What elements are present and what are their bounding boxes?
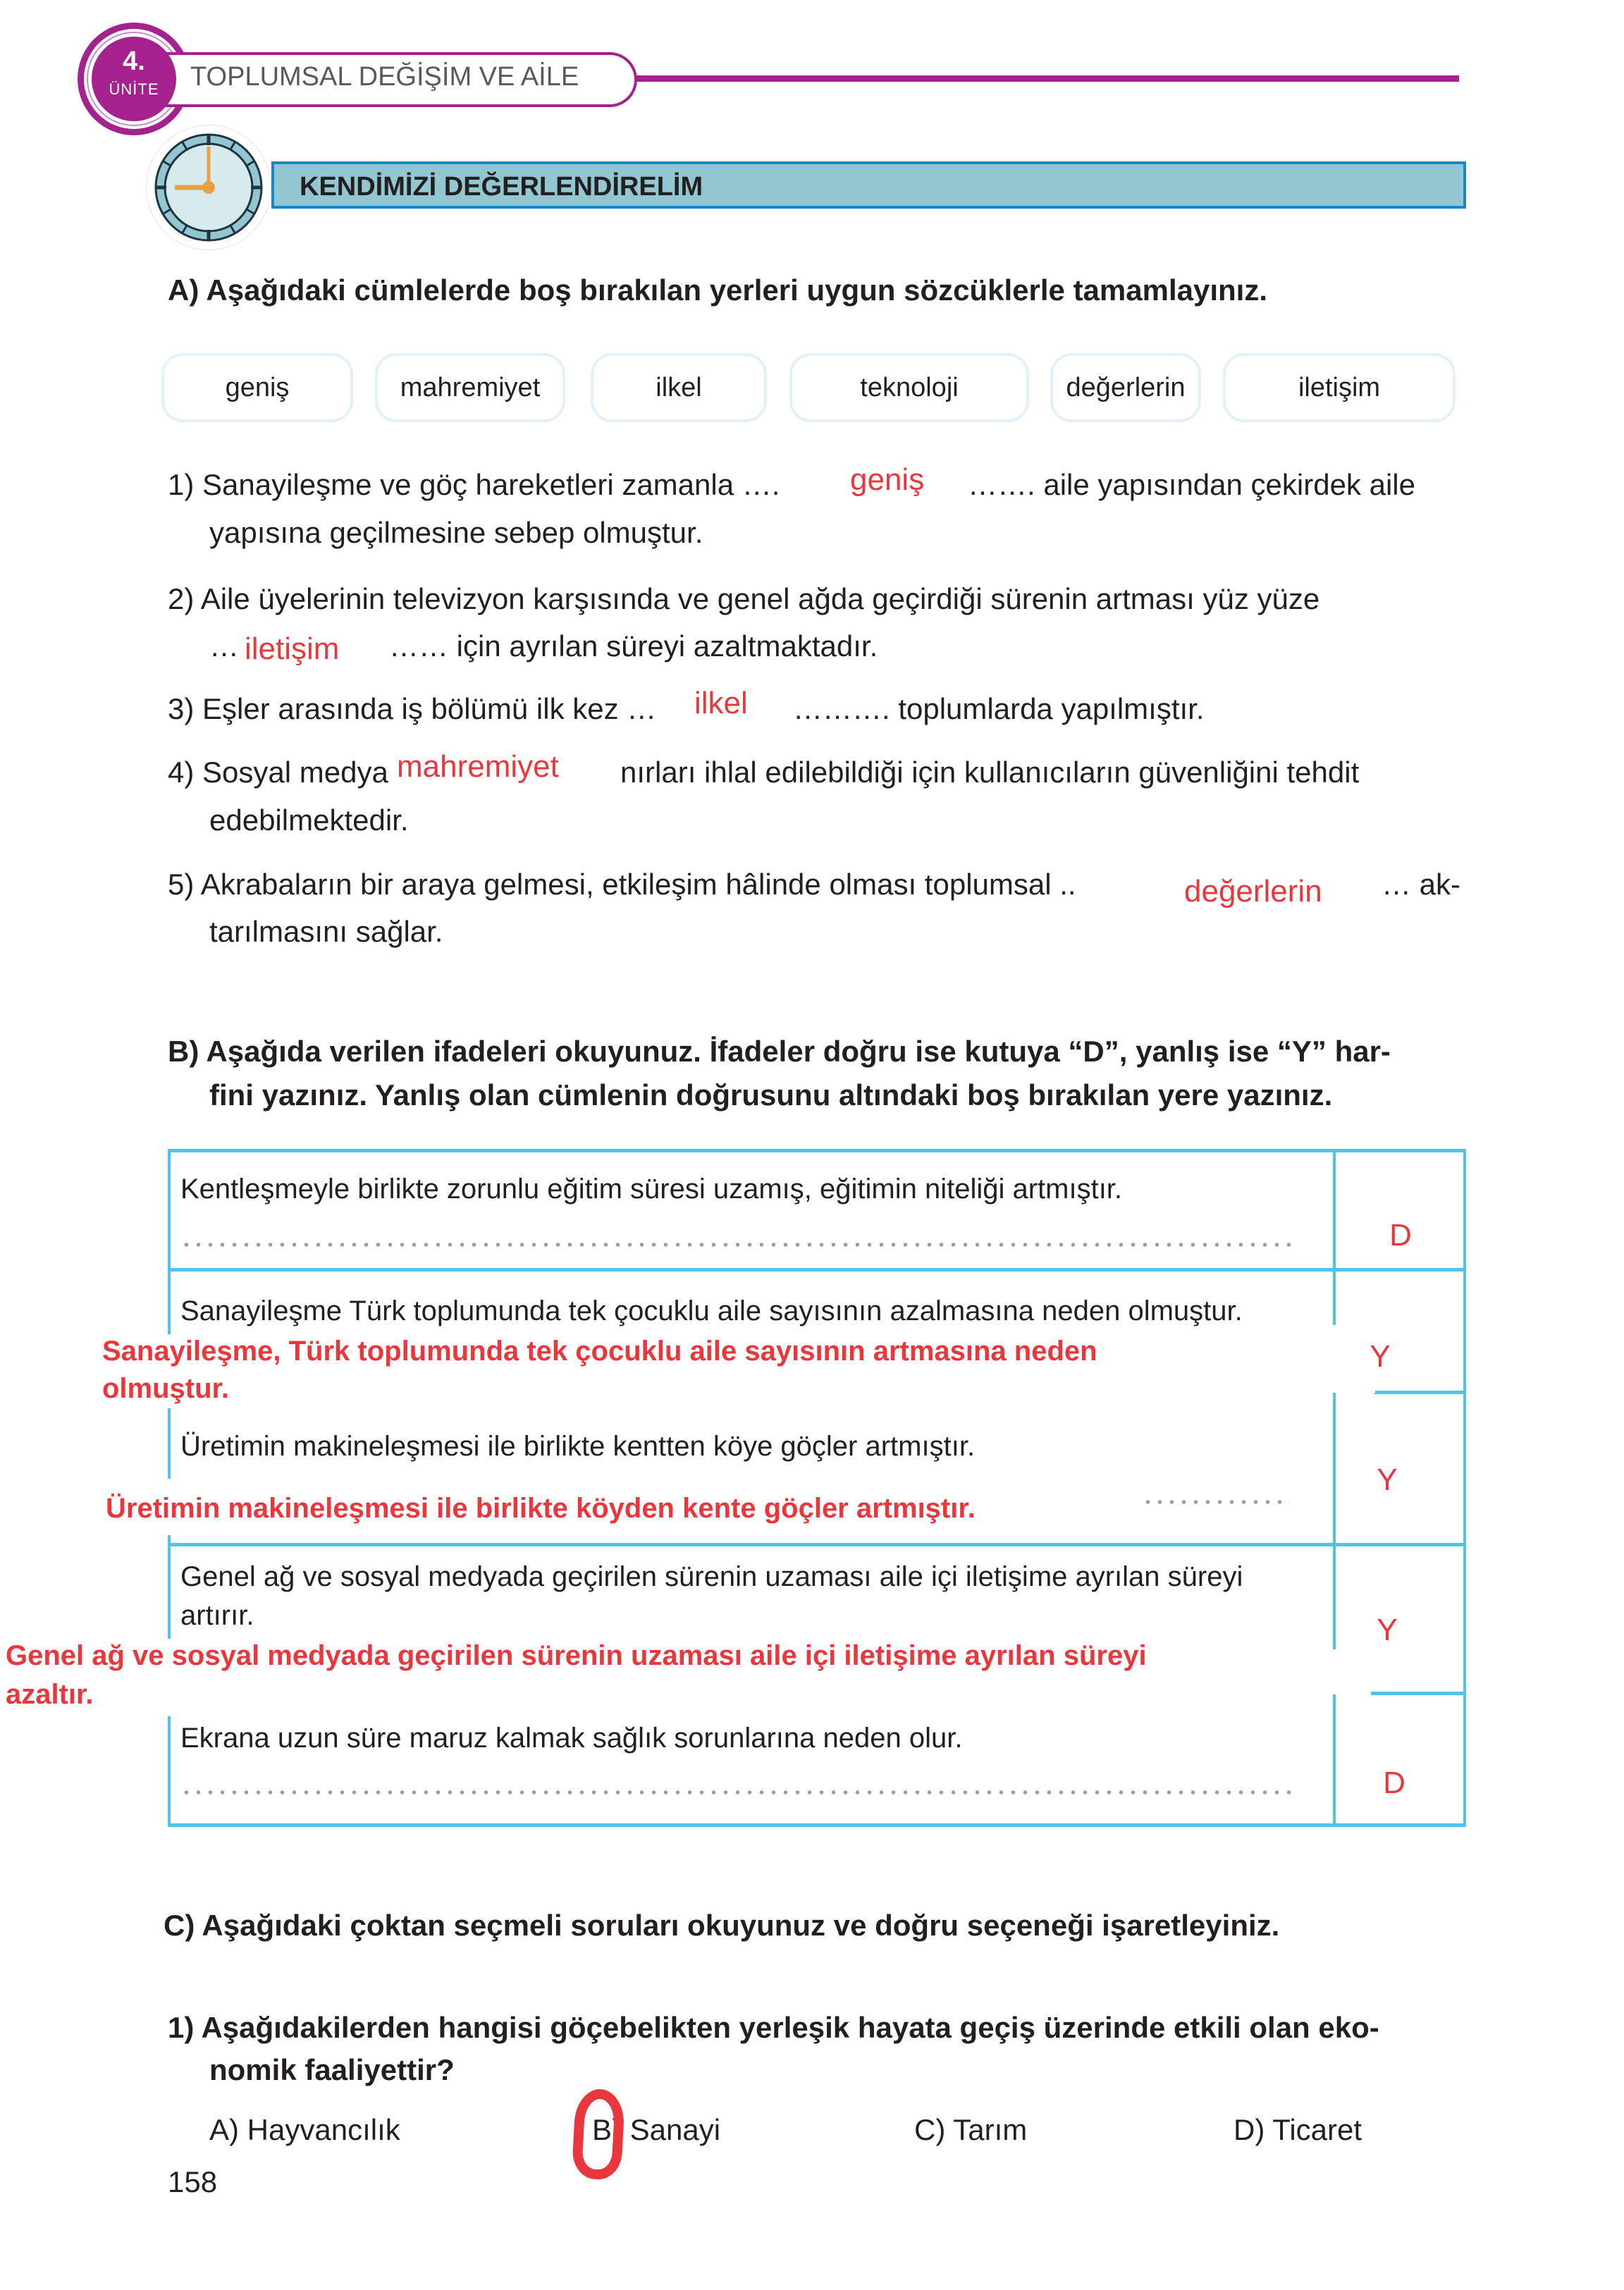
item-5-text-before: 5) Akrabaların bir araya gelmesi, etkileşim hâlinde olması toplumsal .. bbox=[168, 868, 1076, 901]
chip-label: iletişim bbox=[1298, 372, 1381, 402]
unit-title: TOPLUMSAL DEĞİŞİM VE AİLE bbox=[190, 62, 579, 92]
section-b-heading-line1: B) Aşağıda verilen ifadeleri okuyunuz. İfadeler doğru ise kutuya “D”, yanlış ise “Y” har- bbox=[168, 1035, 1391, 1068]
section-title: KENDİMİZİ DEĞERLENDİRELİM bbox=[300, 172, 703, 202]
item-3-text-before: 3) Eşler arasında iş bölümü ilk kez … bbox=[168, 692, 657, 725]
correction-2-line1: Sanayileşme, Türk toplumunda tek çocuklu aile sayısının artmasına neden bbox=[102, 1336, 1097, 1367]
statement-3: Üretimin makineleşmesi ile birlikte kentten köye göçler artmıştır. bbox=[180, 1431, 976, 1462]
answer-circle-mark bbox=[572, 2088, 626, 2180]
chip-label: mahremiyet bbox=[400, 372, 541, 402]
chip-label: değerlerin bbox=[1066, 372, 1186, 402]
mark-4: Y bbox=[1377, 1613, 1398, 1647]
unit-badge bbox=[92, 37, 176, 121]
chip-label: ilkel bbox=[656, 372, 702, 402]
correction-2-line2: olmuştur. bbox=[102, 1373, 230, 1404]
answer-line-1 bbox=[180, 1243, 1294, 1247]
option-d[interactable]: D) Ticaret bbox=[1234, 2113, 1362, 2146]
mark-5: D bbox=[1383, 1766, 1405, 1800]
item-4-text-after: nırları ihlal edilebildiği için kullanıcıların güvenliğini tehdit bbox=[620, 756, 1360, 789]
item-5-answer: değerlerin bbox=[1184, 874, 1322, 909]
chip-label: teknoloji bbox=[860, 372, 959, 402]
answer-line-5 bbox=[180, 1790, 1294, 1795]
page-number: 158 bbox=[168, 2165, 218, 2198]
row-divider-3 bbox=[168, 1543, 1466, 1546]
question-1-line1: 1) Aşağıdakilerden hangisi göçebelikten yerleşik hayata geçiş üzerinde etkili olan eko- bbox=[168, 2011, 1379, 2044]
word-chip-teknoloji bbox=[789, 353, 1029, 422]
row-divider-2-partial bbox=[1374, 1391, 1466, 1394]
item-2-answer: iletişim bbox=[245, 632, 340, 666]
row-divider-1 bbox=[168, 1268, 1466, 1272]
section-b-heading-line2: fini yazınız. Yanlış olan cümlenin doğrusunu altındaki boş bırakılan yere yazınız. bbox=[209, 1078, 1333, 1112]
item-1-answer: geniş bbox=[850, 462, 925, 497]
table-border-bottom bbox=[168, 1823, 1466, 1827]
item-3-text-after: ………. toplumlarda yapılmıştır. bbox=[793, 692, 1205, 725]
question-1-line2: nomik faaliyettir? bbox=[209, 2053, 455, 2086]
item-4-answer: mahremiyet bbox=[397, 749, 559, 784]
item-5-line2: tarılmasını sağlar. bbox=[209, 915, 443, 948]
unit-number: 4. bbox=[123, 47, 145, 76]
statement-2: Sanayileşme Türk toplumunda tek çocuklu aile sayısının azalmasına neden olmuştur. bbox=[180, 1295, 1243, 1326]
statement-5: Ekrana uzun süre maruz kalmak sağlık sorunlarına neden olur. bbox=[180, 1723, 963, 1754]
word-chip-degerlerin bbox=[1050, 353, 1201, 422]
item-1-text-after: ……. aile yapısından çekirdek aile bbox=[968, 468, 1415, 501]
statement-1: Kentleşmeyle birlikte zorunlu eğitim süresi uzamış, eğitimin niteliği artmıştır. bbox=[180, 1174, 1123, 1205]
item-2-text-after: …… için ayrılan süreyi azaltmaktadır. bbox=[389, 629, 878, 663]
section-c-heading: C) Aşağıdaki çoktan seçmeli soruları okuyunuz ve doğru seçeneği işaretleyiniz. bbox=[164, 1909, 1280, 1942]
correction-3-line1: Üretimin makineleşmesi ile birlikte köyden kente göçler artmıştır. bbox=[106, 1493, 976, 1524]
statement-4-line2: artırır. bbox=[180, 1600, 254, 1631]
mark-3: Y bbox=[1377, 1463, 1398, 1497]
word-chip-genis bbox=[161, 353, 353, 422]
statement-4-line1: Genel ağ ve sosyal medyada geçirilen sürenin uzaması aile içi iletişime ayrılan süreyi bbox=[180, 1561, 1243, 1592]
table-border-top bbox=[168, 1149, 1466, 1152]
section-a-heading: A) Aşağıdaki cümlelerde boş bırakılan yerleri uygun sözcüklerle tamamlayınız. bbox=[168, 273, 1268, 307]
correction-4-line1: Genel ağ ve sosyal medyada geçirilen sürenin uzaması aile içi iletişime ayrılan süreyi bbox=[6, 1640, 1147, 1671]
item-2-line1: 2) Aile üyelerinin televizyon karşısında ve genel ağda geçirdiği sürenin artması yüz yüze bbox=[168, 582, 1320, 615]
item-4-line2: edebilmektedir. bbox=[209, 804, 409, 837]
unit-label: ÜNİTE bbox=[109, 80, 159, 98]
option-b[interactable]: B) Sanayi bbox=[592, 2113, 721, 2146]
item-1-text-before: 1) Sanayileşme ve göç hareketleri zamanla …. bbox=[168, 468, 780, 501]
option-a[interactable]: A) Hayvancılık bbox=[209, 2113, 400, 2146]
item-5-text-after: … ak- bbox=[1382, 868, 1461, 901]
item-3-answer: ilkel bbox=[694, 686, 748, 720]
row-divider-4-partial bbox=[1371, 1692, 1466, 1695]
chip-label: geniş bbox=[225, 372, 290, 402]
word-chip-ilkel bbox=[591, 353, 767, 422]
item-2-text-before: … bbox=[209, 629, 239, 663]
word-chip-mahremiyet bbox=[375, 353, 565, 422]
mark-2: Y bbox=[1370, 1339, 1391, 1374]
answer-line-3 bbox=[1142, 1500, 1290, 1504]
item-1-line2: yapısına geçilmesine sebep olmuştur. bbox=[209, 516, 703, 549]
correction-4-line2: azaltır. bbox=[6, 1679, 94, 1710]
item-4-text-before: 4) Sosyal medya bbox=[168, 756, 388, 789]
option-c[interactable]: C) Tarım bbox=[914, 2113, 1028, 2146]
mark-1: D bbox=[1389, 1218, 1412, 1252]
clock-icon bbox=[146, 125, 271, 250]
word-chip-iletisim bbox=[1223, 353, 1456, 422]
column-gap-4 bbox=[1333, 1649, 1371, 1694]
